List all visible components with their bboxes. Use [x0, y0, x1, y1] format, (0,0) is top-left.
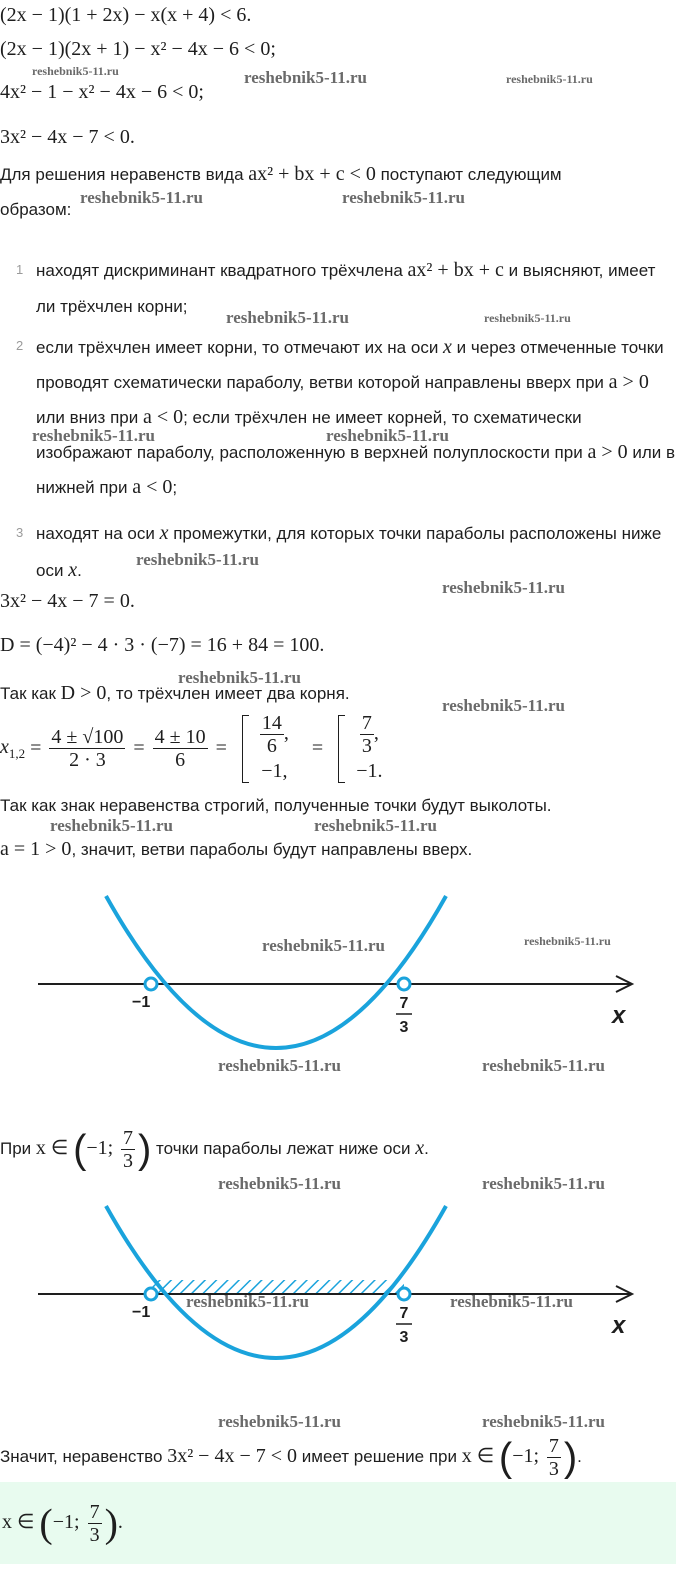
sentence-text: Значит, неравенство: [0, 1447, 168, 1466]
parabola-graph-1: [0, 880, 680, 1050]
interval-left: −1;: [86, 1137, 114, 1159]
root-label-right-num: 7: [399, 995, 409, 1012]
solution-text: , значит, ветви параболы будут направлены вверх.: [71, 840, 473, 859]
set-bracket-right: [338, 715, 345, 783]
fraction-numerator: 7: [548, 1435, 559, 1458]
watermark: reshebnik5-11.ru: [442, 578, 565, 597]
step-condition: a < 0: [132, 476, 173, 498]
step-number: 3: [16, 525, 24, 540]
paren-open: (: [498, 1435, 513, 1480]
root-label-right-num: 7: [399, 1305, 409, 1322]
fraction-numerator: 4 ± √100: [51, 726, 124, 748]
fraction-numerator: 4 ± 10: [154, 726, 206, 748]
watermark: reshebnik5-11.ru: [524, 934, 611, 948]
set-membership: x ∈: [35, 1137, 69, 1159]
roots-formula: [0, 712, 382, 792]
paren-open: (: [39, 1500, 53, 1546]
fraction-denominator: 6: [266, 735, 277, 757]
interval-left: −1;: [512, 1445, 540, 1467]
fraction-denominator: 3: [122, 1150, 133, 1173]
step-variable: x: [68, 559, 78, 581]
watermark: reshebnik5-11.ru: [80, 188, 203, 207]
watermark: reshebnik5-11.ru: [326, 426, 449, 445]
watermark: reshebnik5-11.ru: [506, 72, 593, 86]
watermark: reshebnik5-11.ru: [178, 668, 301, 687]
intro-line-1: [0, 163, 562, 186]
step-text: .: [77, 561, 82, 580]
strict-sign-line: Так как знак неравенства строгий, полученные точки будут выколоты.: [0, 796, 552, 815]
watermark: reshebnik5-11.ru: [482, 1056, 605, 1075]
step-2: [0, 330, 680, 510]
sentence-text: точки параболы лежат ниже оси: [156, 1139, 416, 1158]
fraction-denominator: 3: [361, 735, 372, 757]
discriminant-line: D = (−4)² − 4 · 3 · (−7) = 16 + 84 = 100.: [0, 634, 325, 656]
watermark: reshebnik5-11.ru: [226, 308, 349, 327]
watermark: reshebnik5-11.ru: [482, 1174, 605, 1193]
step-body: [36, 330, 676, 505]
parabola-graph-2: [0, 1190, 680, 1360]
branches-up-line: [0, 838, 472, 861]
step-text: и выясняют, имеет ли трёхчлен корни;: [36, 261, 656, 316]
fraction-denominator: 3: [89, 1523, 100, 1546]
root-label-right-den: 3: [399, 1329, 409, 1346]
interval-fraction: [121, 1127, 135, 1172]
step-number: 1: [16, 262, 24, 277]
step-text: если трёхчлен имеет корни, то отмечают их на оси: [36, 338, 444, 357]
step-condition: a < 0: [142, 406, 184, 428]
root-point-left: [145, 1288, 157, 1300]
intro-text: Для решения неравенств вида: [0, 165, 249, 184]
step-text: ;: [172, 478, 178, 497]
roots-set-2: [356, 712, 382, 785]
equals-sign: =: [133, 737, 145, 759]
roots-fraction-1: [49, 726, 125, 771]
interval-fraction: [88, 1501, 102, 1546]
interval-left: −1;: [52, 1511, 80, 1533]
axis-label: x: [612, 1312, 626, 1339]
equals-sign: =: [311, 737, 324, 759]
answer-formula: [2, 1492, 123, 1552]
paren-close: ): [563, 1435, 578, 1480]
fraction-denominator: 2 · 3: [69, 749, 106, 771]
sentence-text: имеет решение при: [297, 1447, 462, 1466]
roots-fraction-2: [153, 726, 208, 771]
comma: ,: [283, 722, 289, 745]
sentence-text: .: [424, 1139, 429, 1158]
set-membership: x ∈: [2, 1511, 35, 1533]
coefficient-condition: a = 1 > 0: [0, 838, 72, 860]
step-number: 2: [16, 338, 24, 353]
equals-sign: =: [30, 737, 42, 759]
equation-line-2: (2x − 1)(2x + 1) − x² − 4x − 6 < 0;: [0, 38, 276, 60]
roots-subscript: 1,2: [8, 745, 26, 761]
interval-fraction: [547, 1435, 561, 1480]
watermark: reshebnik5-11.ru: [50, 816, 173, 835]
step-text: или вниз при: [36, 408, 143, 427]
sentence-text: .: [577, 1447, 582, 1466]
watermark: reshebnik5-11.ru: [314, 816, 437, 835]
inequality: 3x² − 4x − 7 < 0: [167, 1445, 298, 1467]
answer-end: .: [117, 1511, 123, 1533]
watermark: reshebnik5-11.ru: [32, 64, 119, 78]
interval-sentence: [0, 1118, 429, 1178]
watermark: reshebnik5-11.ru: [262, 936, 385, 955]
fraction-denominator: 3: [548, 1458, 559, 1481]
watermark: reshebnik5-11.ru: [218, 1412, 341, 1431]
root-point-right: [398, 978, 410, 990]
root-label-right-den: 3: [399, 1019, 409, 1036]
watermark: reshebnik5-11.ru: [218, 1174, 341, 1193]
step-variable: x: [443, 336, 452, 358]
equation-line-3: 4x² − 1 − x² − 4x − 6 < 0;: [0, 81, 204, 103]
fraction-numerator: 14: [261, 712, 282, 734]
root-label-left: −1: [132, 994, 151, 1011]
watermark: reshebnik5-11.ru: [482, 1412, 605, 1431]
conclusion-sentence: [0, 1426, 582, 1486]
solution-text: , то трёхчлен имеет два корня.: [106, 684, 350, 703]
sentence-text: При: [0, 1139, 36, 1158]
step-text: ; если трёхчлен не имеет корней, то схематически изображают параболу, расположенную в верхней полуплоскости при: [36, 408, 588, 462]
root-point-left: [145, 978, 157, 990]
watermark: reshebnik5-11.ru: [244, 68, 367, 87]
parabola-curve: [106, 896, 446, 1048]
watermark: reshebnik5-11.ru: [484, 311, 571, 325]
step-condition: a > 0: [608, 371, 649, 393]
solution-text: Так как: [0, 684, 61, 703]
quadratic-equation: 3x² − 4x − 7 = 0.: [0, 590, 135, 612]
intro-line-2: образом:: [0, 200, 72, 219]
step-variable: x: [159, 522, 169, 544]
watermark: reshebnik5-11.ru: [186, 1292, 309, 1311]
solution-condition: D > 0: [60, 682, 107, 704]
step-body: [36, 515, 676, 589]
set-bracket-left: [242, 715, 249, 783]
step-text: находят дискриминант квадратного трёхчлена: [36, 261, 408, 280]
fraction-denominator: 6: [175, 749, 186, 771]
step-text: или в нижней при: [36, 443, 675, 497]
axis-label: x: [612, 1002, 626, 1029]
intro-text-after: поступают следующим: [375, 165, 562, 184]
step-condition: a > 0: [587, 441, 628, 463]
paren-open: (: [73, 1127, 87, 1172]
comma: ,: [373, 722, 379, 745]
fraction-numerator: 7: [89, 1500, 100, 1523]
equals-sign: =: [215, 737, 227, 759]
watermark: reshebnik5-11.ru: [342, 188, 465, 207]
intro-formula: ax² + bx + c < 0: [248, 163, 376, 185]
root-value: −1.: [356, 760, 383, 782]
roots-variable: x: [0, 735, 9, 758]
fraction-numerator: 7: [122, 1127, 133, 1150]
paren-close: ): [137, 1127, 152, 1172]
step-text: промежутки, для которых точки параболы расположены ниже оси: [36, 524, 662, 580]
watermark: reshebnik5-11.ru: [450, 1292, 573, 1311]
answer-box: [0, 1482, 676, 1564]
roots-set-1: [260, 712, 289, 785]
watermark: reshebnik5-11.ru: [136, 550, 259, 569]
watermark: reshebnik5-11.ru: [442, 696, 565, 715]
watermark: reshebnik5-11.ru: [218, 1056, 341, 1075]
equation-line-4: 3x² − 4x − 7 < 0.: [0, 126, 135, 148]
step-text: находят на оси: [36, 524, 160, 543]
paren-close: ): [104, 1500, 118, 1546]
watermark: reshebnik5-11.ru: [32, 426, 155, 445]
root-point-right: [398, 1288, 410, 1300]
step-formula: ax² + bx + c: [407, 259, 504, 281]
sentence-variable: x: [415, 1137, 425, 1159]
step-text: и через отмеченные точки проводят схематически параболу, ветви которой направлены вверх при: [36, 338, 664, 392]
root-label-left: −1: [132, 1304, 151, 1321]
root-value: −1,: [261, 760, 288, 782]
step-3: [0, 515, 680, 585]
step-body: [36, 252, 676, 325]
equation-line-1: (2x − 1)(1 + 2x) − x(x + 4) < 6.: [0, 4, 252, 26]
fraction-numerator: 7: [361, 712, 372, 734]
set-membership: x ∈: [461, 1445, 495, 1467]
